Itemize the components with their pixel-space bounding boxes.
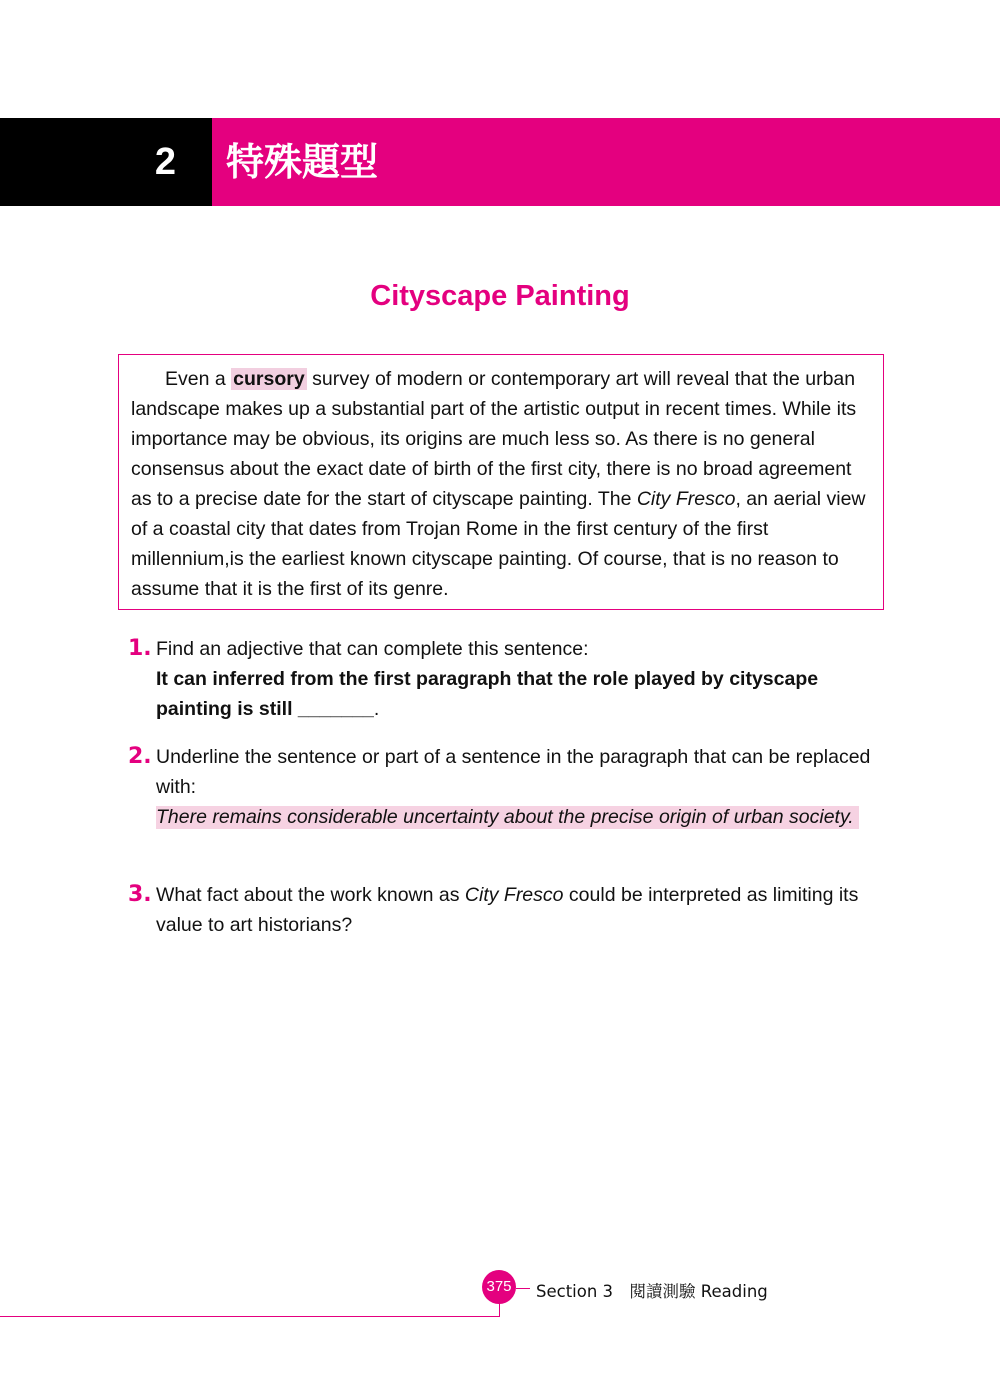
- question-2: [128, 742, 888, 832]
- passage-box: [118, 354, 884, 610]
- question-text-end: could be interpreted as limiting its value to art historians?: [156, 884, 859, 936]
- question-text: What fact about the work known as: [156, 884, 465, 906]
- work-title: City Fresco: [464, 884, 564, 906]
- passage-paragraph: [131, 364, 872, 604]
- footer-tick: [499, 1302, 500, 1317]
- footer-section-label: Section 3 閱讀測驗 Reading: [536, 1282, 768, 1301]
- passage-title: Cityscape Painting: [370, 280, 630, 312]
- vocab-word: cursory: [233, 368, 305, 390]
- question-text: Underline the sentence or part of a sentence in the paragraph that can be replaced with:: [156, 746, 871, 798]
- passage-text-end: , an aerial view of a coastal city that dates from Trojan Rome in the first century of the first millennium,is the earliest known cityscape painting. Of course, that is no reason to assume that it is the first of its genre.: [131, 488, 866, 600]
- chapter-header: [0, 118, 1000, 206]
- question-3: [128, 880, 888, 940]
- question-number: 3.: [128, 882, 152, 907]
- question-prompt-tail: .: [373, 698, 380, 720]
- question-number: 2.: [128, 744, 152, 769]
- work-title: City Fresco: [636, 488, 736, 510]
- question-1: [128, 634, 888, 724]
- passage-text-start: Even a: [165, 368, 232, 390]
- chapter-title: 特殊題型: [212, 118, 1000, 206]
- page-number: 375: [482, 1270, 516, 1304]
- passage-text-mid: survey of modern or contemporary art will reveal that the urban landscape makes up a substantial part of the artistic output in recent times. While its importance may be obvious, its origins are much less so. As there is no general consensus about the exact date of birth of the first city, there is no broad agreement as to a precise date for the start of cityscape painting. The: [131, 368, 857, 510]
- question-text: Find an adjective that can complete this sentence:: [156, 638, 589, 660]
- question-prompt-text: It can inferred from the first paragraph that the role played by cityscape painting is still _______: [156, 668, 819, 720]
- footer-dash: [516, 1288, 530, 1289]
- question-number: 1.: [128, 636, 152, 661]
- highlighted-sentence: There remains considerable uncertainty about the precise origin of urban society.: [156, 806, 859, 829]
- chapter-number: 2: [0, 118, 212, 206]
- footer-rule: [0, 1316, 500, 1317]
- question-prompt: [156, 664, 888, 724]
